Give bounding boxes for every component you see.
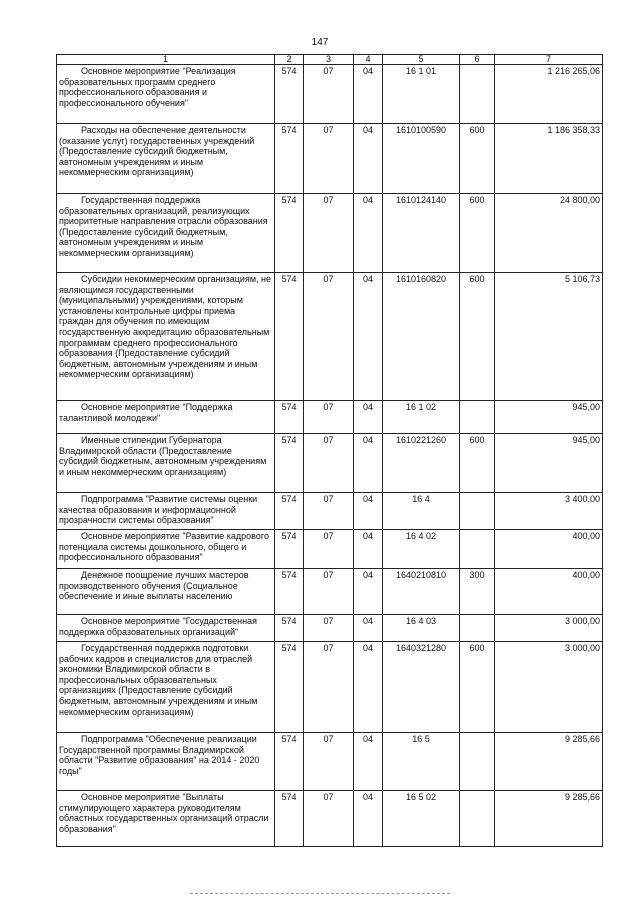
row-target-code: 1610100590: [383, 124, 460, 194]
row-name: Основное мероприятие "Выплаты стимулирующего характера руководителям областных государственных организаций отрасли образования": [57, 791, 275, 847]
row-name: Основное мероприятие "Поддержка талантливой молодежи": [57, 401, 275, 434]
table-row: [57, 642, 603, 733]
row-amount: 5 106,73: [495, 273, 603, 401]
row-name: Основное мероприятие "Реализация образовательных программ среднего профессионального образования и профессионального обучения": [57, 65, 275, 124]
row-amount: 9 285,66: [495, 791, 603, 847]
row-amount: 9 285,66: [495, 733, 603, 791]
row-ministry-code: 574: [275, 733, 304, 791]
row-ministry-code: 574: [275, 124, 304, 194]
row-expense-type: [460, 530, 495, 569]
row-expense-type: 600: [460, 273, 495, 401]
row-target-code: 16 5 02: [383, 791, 460, 847]
row-amount: 400,00: [495, 530, 603, 569]
row-subsection-code: 04: [354, 791, 383, 847]
row-expense-type: 600: [460, 434, 495, 493]
row-expense-type: [460, 401, 495, 434]
row-subsection-code: 04: [354, 65, 383, 124]
table-row: [57, 791, 603, 847]
row-target-code: 1610124140: [383, 194, 460, 273]
row-expense-type: 600: [460, 124, 495, 194]
row-target-code: 1640321280: [383, 642, 460, 733]
row-amount: 945,00: [495, 434, 603, 493]
row-section-code: 07: [304, 569, 354, 615]
row-expense-type: 600: [460, 194, 495, 273]
row-amount: 3 400,00: [495, 493, 603, 530]
row-name: Подпрограмма "Развитие системы оценки качества образования и информационной прозрачности системы образования": [57, 493, 275, 530]
row-subsection-code: 04: [354, 434, 383, 493]
table-row: [57, 733, 603, 791]
row-expense-type: [460, 615, 495, 642]
row-ministry-code: 574: [275, 65, 304, 124]
row-subsection-code: 04: [354, 530, 383, 569]
row-subsection-code: 04: [354, 569, 383, 615]
row-expense-type: [460, 65, 495, 124]
row-section-code: 07: [304, 194, 354, 273]
budget-table: [56, 54, 603, 847]
row-target-code: 16 4 02: [383, 530, 460, 569]
row-amount: 24 800,00: [495, 194, 603, 273]
row-section-code: 07: [304, 642, 354, 733]
table-row: [57, 124, 603, 194]
row-subsection-code: 04: [354, 733, 383, 791]
row-section-code: 07: [304, 273, 354, 401]
row-section-code: 07: [304, 530, 354, 569]
row-ministry-code: 574: [275, 434, 304, 493]
row-section-code: 07: [304, 401, 354, 434]
row-subsection-code: 04: [354, 642, 383, 733]
row-expense-type: 300: [460, 569, 495, 615]
row-ministry-code: 574: [275, 493, 304, 530]
row-section-code: 07: [304, 733, 354, 791]
table-row: [57, 493, 603, 530]
row-amount: 945,00: [495, 401, 603, 434]
table-row: [57, 569, 603, 615]
row-name: Подпрограмма "Обеспечение реализации Государственной программы Владимирской области "Развитие образования" на 2014 - 2020 годы": [57, 733, 275, 791]
row-target-code: 16 1 02: [383, 401, 460, 434]
row-section-code: 07: [304, 124, 354, 194]
row-subsection-code: 04: [354, 194, 383, 273]
row-expense-type: [460, 733, 495, 791]
row-ministry-code: 574: [275, 791, 304, 847]
row-ministry-code: 574: [275, 401, 304, 434]
table-row: [57, 434, 603, 493]
table-row: [57, 401, 603, 434]
row-subsection-code: 04: [354, 273, 383, 401]
row-amount: 3 000,00: [495, 642, 603, 733]
table-row: [57, 65, 603, 124]
row-ministry-code: 574: [275, 273, 304, 401]
row-section-code: 07: [304, 493, 354, 530]
row-name: Основное мероприятие "Государственная поддержка образовательных организаций": [57, 615, 275, 642]
row-name: Денежное поощрение лучших мастеров производственного обучения (Социальное обеспечение и иные выплаты населению: [57, 569, 275, 615]
table-row: [57, 194, 603, 273]
table-row: [57, 273, 603, 401]
row-ministry-code: 574: [275, 194, 304, 273]
row-ministry-code: 574: [275, 569, 304, 615]
row-expense-type: [460, 791, 495, 847]
row-target-code: 16 5: [383, 733, 460, 791]
row-name: Основное мероприятие "Развитие кадрового потенциала системы дошкольного, общего и профессионального образования": [57, 530, 275, 569]
row-section-code: 07: [304, 65, 354, 124]
row-target-code: 1640210810: [383, 569, 460, 615]
header-row: [57, 55, 603, 65]
row-section-code: 07: [304, 434, 354, 493]
table-row: [57, 530, 603, 569]
row-subsection-code: 04: [354, 401, 383, 434]
row-amount: 400,00: [495, 569, 603, 615]
row-target-code: 16 4: [383, 493, 460, 530]
page-number: 147: [311, 37, 329, 48]
row-name: Субсидии некоммерческим организациям, не являющимся государственными (муниципальными) учреждениями, которым установлены контрольные цифры приема граждан для обучения по имеющим государственную аккредитацию образовательным программам среднего профессионального образования (Предоставление субсидий бюджетным, автономным учреждениям и иным некоммерческим организациям): [57, 273, 275, 401]
header-col-2: 2: [275, 55, 304, 65]
row-expense-type: [460, 493, 495, 530]
row-name: Расходы на обеспечение деятельности (оказание услуг) государственных учреждений (Предоставление субсидий бюджетным, автономным учреждениям и иным некоммерческим организациям): [57, 124, 275, 194]
header-col-7: 7: [495, 55, 603, 65]
header-col-3: 3: [304, 55, 354, 65]
header-col-4: 4: [354, 55, 383, 65]
row-subsection-code: 04: [354, 615, 383, 642]
row-target-code: 16 1 01: [383, 65, 460, 124]
header-col-6: 6: [460, 55, 495, 65]
row-name: Именные стипендии Губернатора Владимирской области (Предоставление субсидий бюджетным, автономным учреждениям и иным некоммерческим организациям): [57, 434, 275, 493]
row-amount: 1 186 358,33: [495, 124, 603, 194]
scan-edge-line: [190, 893, 450, 894]
row-subsection-code: 04: [354, 493, 383, 530]
row-target-code: 1610160820: [383, 273, 460, 401]
row-amount: 1 216 265,06: [495, 65, 603, 124]
row-name: Государственная поддержка подготовки рабочих кадров и специалистов для отраслей экономики Владимирской области в профессиональных образовательных организациях (Предоставление субсидий бюджетным, автономным учреждениям и иным некоммерческим организациям): [57, 642, 275, 733]
row-section-code: 07: [304, 615, 354, 642]
row-ministry-code: 574: [275, 530, 304, 569]
row-target-code: 16 4 03: [383, 615, 460, 642]
row-ministry-code: 574: [275, 642, 304, 733]
row-amount: 3 000,00: [495, 615, 603, 642]
row-expense-type: 600: [460, 642, 495, 733]
row-target-code: 1610221260: [383, 434, 460, 493]
row-ministry-code: 574: [275, 615, 304, 642]
row-subsection-code: 04: [354, 124, 383, 194]
table-row: [57, 615, 603, 642]
header-col-1: 1: [57, 55, 275, 65]
row-name: Государственная поддержка образовательных организаций, реализующих приоритетные направления отрасли образования (Предоставление субсидий бюджетным, автономным учреждениям и иным некоммерческим организациям): [57, 194, 275, 273]
row-section-code: 07: [304, 791, 354, 847]
header-col-5: 5: [383, 55, 460, 65]
